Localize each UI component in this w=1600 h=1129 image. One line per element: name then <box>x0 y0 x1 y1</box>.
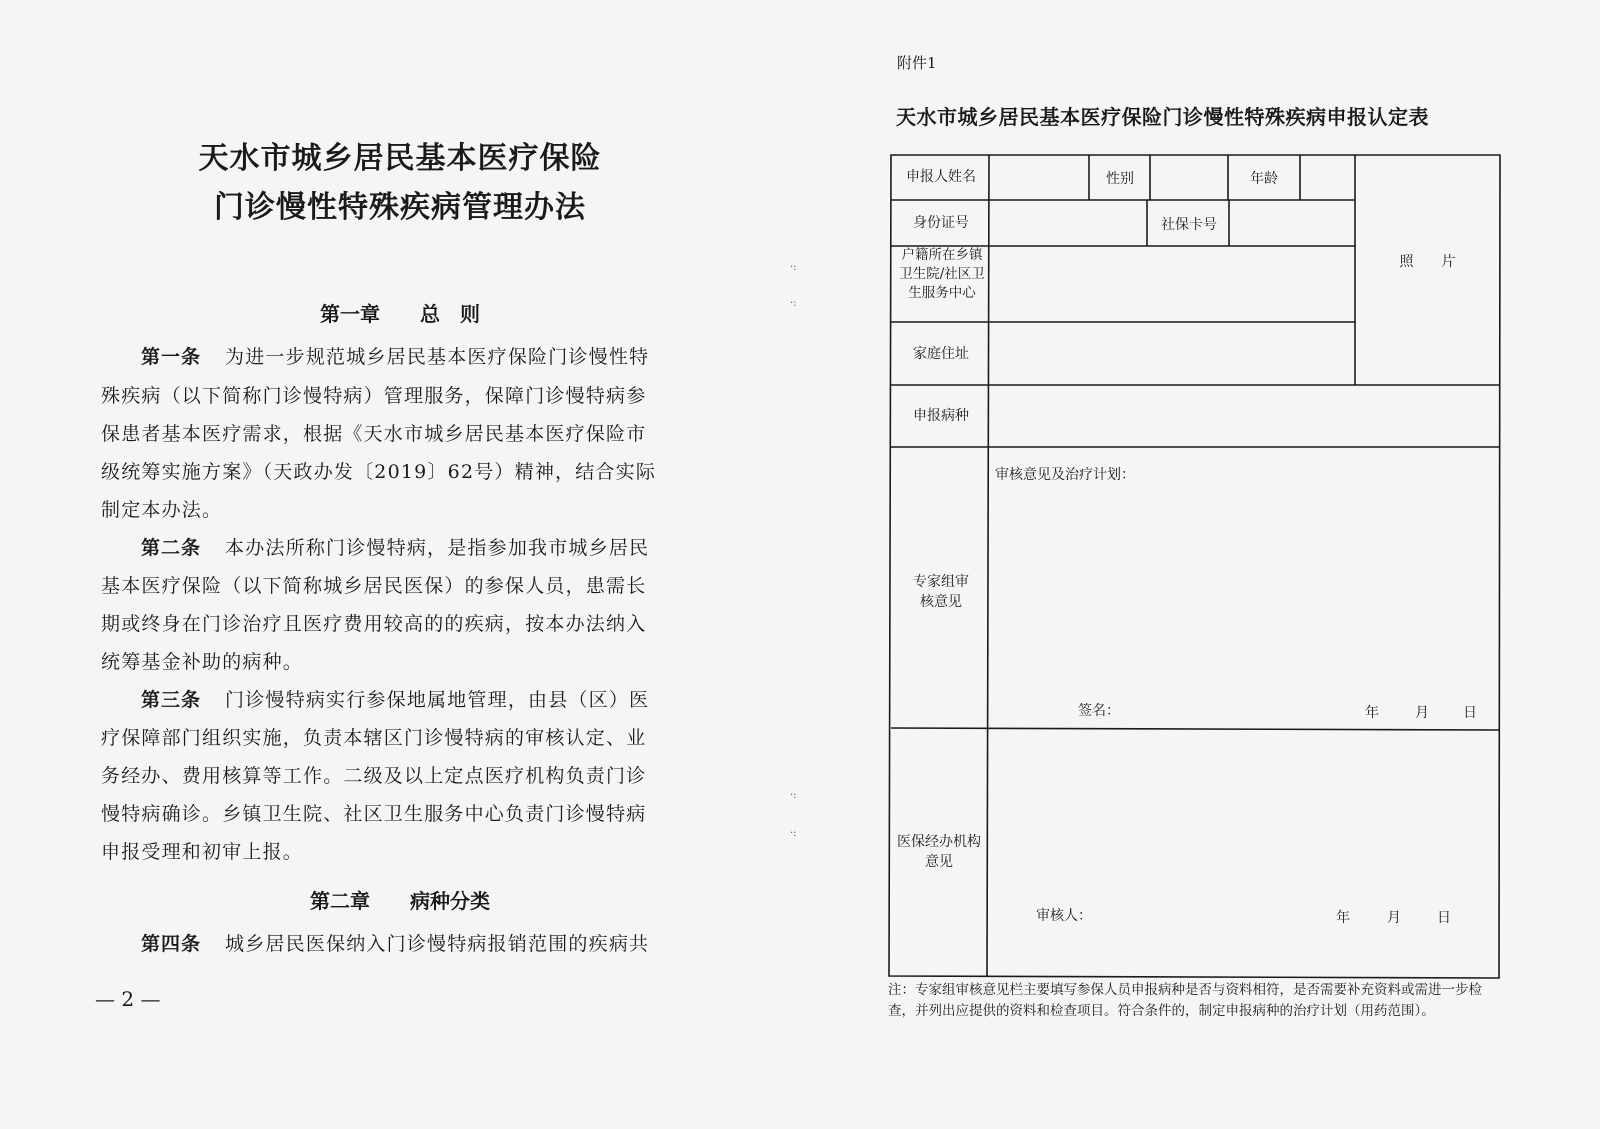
scan-speck: ·: <box>790 828 797 839</box>
expert-opinion-label: 专家组审核意见 <box>913 574 969 610</box>
article-label: 第一条 <box>141 346 202 368</box>
social-card-label: 社保卡号 <box>1161 217 1217 233</box>
review-plan-field[interactable] <box>991 486 1496 686</box>
expert-year: 年 <box>1365 705 1379 721</box>
article-text: 门诊慢特病实行参保地属地管理，由县（区）医 <box>225 689 650 711</box>
disease-field[interactable] <box>991 387 1498 445</box>
agency-year: 年 <box>1336 910 1350 926</box>
chapter-name: 病种分类 <box>409 889 490 913</box>
photo-label: 照 片 <box>1399 254 1456 270</box>
social-card-field[interactable] <box>1231 202 1353 244</box>
home-address-field[interactable] <box>991 324 1353 383</box>
gender-field[interactable] <box>1152 157 1226 198</box>
document-title-line1: 天水市城乡居民基本医疗保险 <box>198 141 602 176</box>
chapter-label: 第二章 <box>310 889 371 913</box>
expert-day: 日 <box>1463 705 1477 721</box>
agency-month: 月 <box>1387 910 1401 926</box>
form-title: 天水市城乡居民基本医疗保险门诊慢性特殊疾病申报认定表 <box>896 105 1429 129</box>
article-text: 本办法所称门诊慢特病，是指参加我市城乡居民 <box>225 537 650 559</box>
reviewer-label: 审核人： <box>1036 908 1092 924</box>
article-label: 第三条 <box>141 689 202 711</box>
article-label: 第二条 <box>141 537 202 559</box>
gender-label: 性别 <box>1106 171 1134 187</box>
article-label: 第四条 <box>141 933 202 955</box>
id-card-label: 身份证号 <box>913 215 969 231</box>
article-3-line: 务经办、费用核算等工作。二级及以上定点医疗机构负责门诊 <box>101 765 647 787</box>
article-2-line: 期或终身在门诊治疗且医疗费用较高的的疾病，按本办法纳入 <box>101 613 647 635</box>
chapter-label: 第一章 <box>320 302 381 326</box>
id-card-field[interactable] <box>991 202 1145 244</box>
registered-clinic-field[interactable] <box>991 248 1353 320</box>
article-text: 城乡居民医保纳入门诊慢特病报销范围的疾病共 <box>225 933 650 955</box>
expert-month: 月 <box>1415 705 1429 721</box>
scan-speck: ·: <box>790 298 797 309</box>
article-1-line: 级统筹实施方案》（天政办发〔2019〕62号）精神，结合实际 <box>101 461 657 483</box>
article-2-line: 基本医疗保险（以下简称城乡居民医保）的参保人员，患需长 <box>101 575 647 597</box>
age-field[interactable] <box>1302 157 1353 198</box>
annex-label: 附件1 <box>897 54 937 72</box>
agency-day: 日 <box>1437 910 1451 926</box>
agency-opinion-field[interactable] <box>991 732 1496 892</box>
expert-signature-label: 签名： <box>1078 703 1120 719</box>
article-1-line: 制定本办法。 <box>101 499 223 521</box>
registered-clinic-label: 户籍所在乡镇卫生院/社区卫生服务中心 <box>899 247 985 301</box>
document-title-line2: 门诊慢性特殊疾病管理办法 <box>214 190 586 225</box>
review-plan-label: 审核意见及治疗计划： <box>995 467 1135 483</box>
article-3-line: 慢特病确诊。乡镇卫生院、社区卫生服务中心负责门诊慢特病 <box>101 803 647 825</box>
name-label: 申报人姓名 <box>906 169 976 185</box>
scan-speck: ·: <box>790 262 797 273</box>
article-1-line: 殊疾病（以下简称门诊慢特病）管理服务，保障门诊慢特病参 <box>101 385 647 407</box>
article-3-line: 申报受理和初审上报。 <box>101 841 304 863</box>
name-field[interactable] <box>991 157 1087 198</box>
scan-speck: ·: <box>790 790 797 801</box>
article-3-line: 疗保障部门组织实施，负责本辖区门诊慢特病的审核认定、业 <box>101 727 647 749</box>
page-number: — 2 — <box>95 987 161 1011</box>
article-2-line: 统筹基金补助的病种。 <box>101 651 304 673</box>
agency-opinion-label: 医保经办机构意见 <box>897 834 981 870</box>
disease-label: 申报病种 <box>913 408 969 424</box>
chapter-name: 总 则 <box>419 302 480 326</box>
article-1-line: 保患者基本医疗需求，根据《天水市城乡居民基本医疗保险市 <box>101 423 647 445</box>
article-text: 为进一步规范城乡居民基本医疗保险门诊慢性特 <box>225 346 650 368</box>
home-address-label: 家庭住址 <box>913 346 969 362</box>
age-label: 年龄 <box>1250 171 1278 187</box>
form-note: 注：专家组审核意见栏主要填写参保人员申报病种是否与资料相符，是否需要补充资料或需进一步检查，并列出应提供的资料和检查项目。符合条件的，制定申报病种的治疗计划（用药范围）。 <box>888 982 1482 1019</box>
